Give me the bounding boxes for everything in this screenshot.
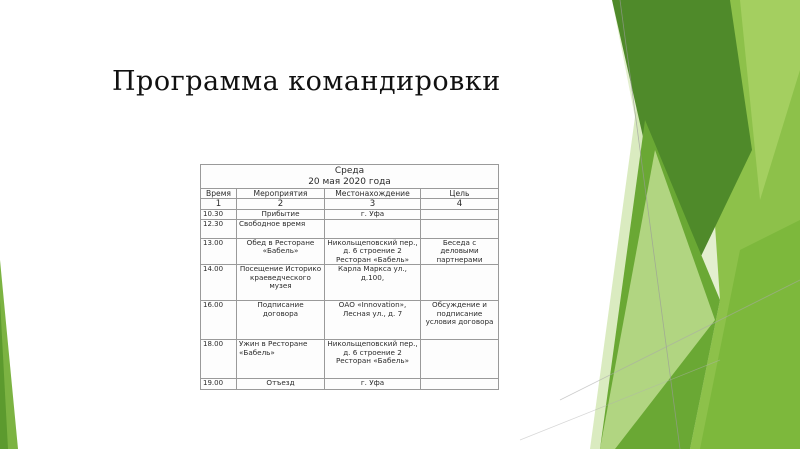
column-header: Местонахождение: [325, 189, 421, 199]
table-row: [201, 220, 499, 239]
table-row: [201, 379, 499, 390]
table-row: [201, 239, 499, 265]
schedule-day: Среда: [334, 166, 365, 176]
row-time: 16.00: [201, 301, 237, 340]
row-time: 13.00: [201, 239, 237, 265]
schedule-table: [200, 164, 499, 390]
row-time: 12.30: [201, 220, 237, 239]
row-place: Карла Маркса ул., д.100,: [325, 265, 421, 301]
slide-title: Программа командировки: [112, 66, 501, 97]
row-time: 10.30: [201, 210, 237, 220]
table-row: [201, 340, 499, 379]
row-goal: Обсуждение и подписание условия договора: [421, 301, 499, 340]
row-goal: [421, 340, 499, 379]
row-time: 18.00: [201, 340, 237, 379]
row-event: Обед в Ресторане «Бабель»: [237, 239, 325, 265]
row-place: г. Уфа: [325, 210, 421, 220]
column-number: 4: [421, 199, 499, 210]
column-header: Время: [201, 189, 237, 199]
table-header-row: [201, 165, 499, 189]
row-place: [325, 220, 421, 239]
column-number: 2: [237, 199, 325, 210]
row-place: Никольщеповский пер., д. 6 строение 2 Ресторан «Бабель»: [325, 340, 421, 379]
column-number: 3: [325, 199, 421, 210]
row-event: Посещение Историко краеведческого музея: [237, 265, 325, 301]
row-time: 19.00: [201, 379, 237, 390]
table-row: [201, 301, 499, 340]
row-event: Свободное время: [237, 220, 325, 239]
row-goal: [421, 265, 499, 301]
row-event: Ужин в Ресторане «Бабель»: [237, 340, 325, 379]
row-place: г. Уфа: [325, 379, 421, 390]
row-place: Никольщеповский пер., д. 6 строение 2 Ресторан «Бабель»: [325, 239, 421, 265]
row-event: Отъезд: [237, 379, 325, 390]
schedule-date: 20 мая 2020 года: [308, 177, 391, 187]
row-event: Прибытие: [237, 210, 325, 220]
table-row: [201, 265, 499, 301]
table-row: [201, 210, 499, 220]
column-header-row: [201, 189, 499, 199]
row-event: Подписание договора: [237, 301, 325, 340]
column-header: Мероприятия: [237, 189, 325, 199]
column-number-row: [201, 199, 499, 210]
column-number: 1: [201, 199, 237, 210]
row-goal: Беседа с деловыми партнерами: [421, 239, 499, 265]
row-goal: [421, 220, 499, 239]
row-time: 14.00: [201, 265, 237, 301]
table-heading: [201, 165, 499, 189]
row-goal: [421, 379, 499, 390]
row-place: ОАО «Innovation», Лесная ул., д. 7: [325, 301, 421, 340]
column-header: Цель: [421, 189, 499, 199]
row-goal: [421, 210, 499, 220]
